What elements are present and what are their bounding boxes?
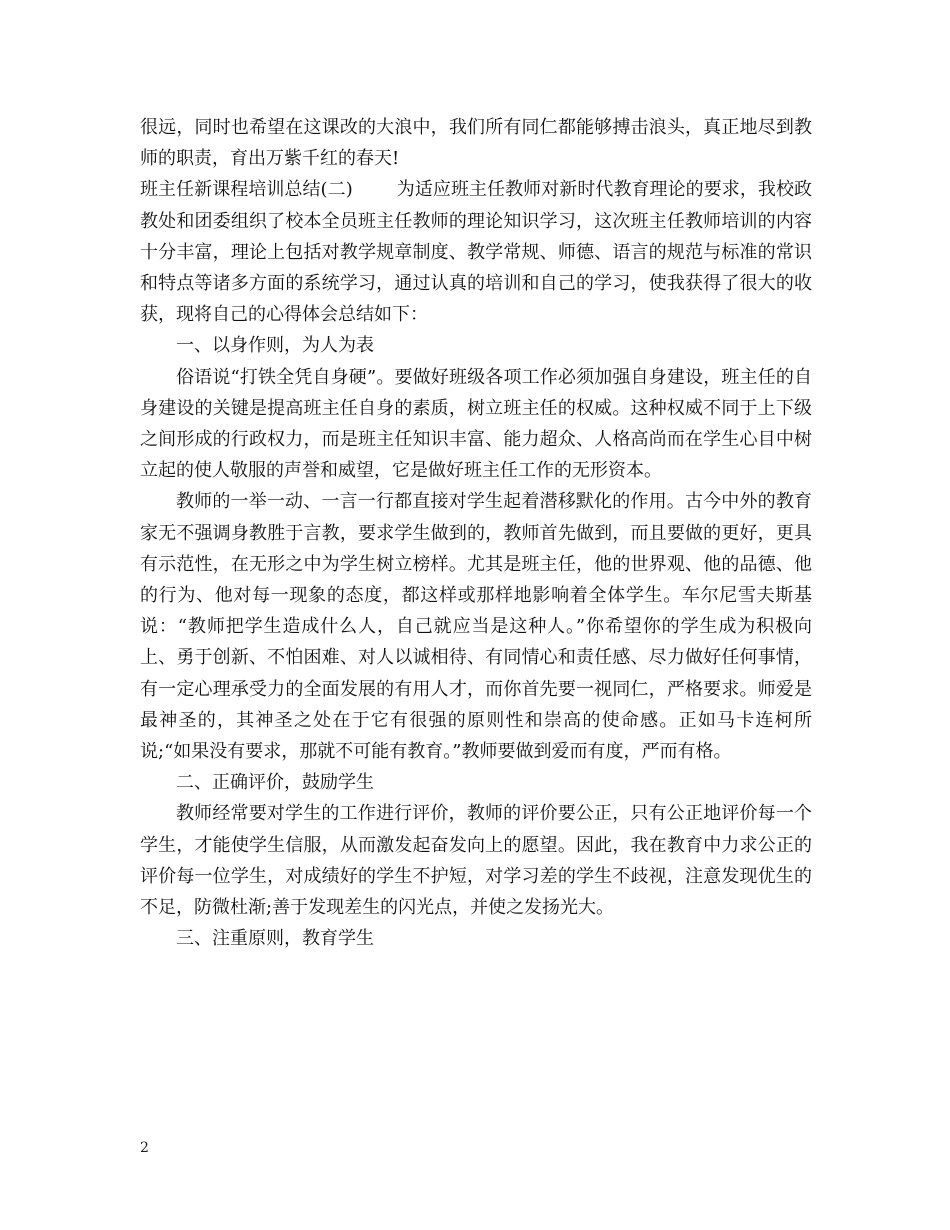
paragraph-3: 教师经常要对学生的工作进行评价，教师的评价要公正，只有公正地评价每一个学生，才能使学生信服，从而激发起奋发向上的愿望。因此，我在教育中力求公正的评价每一位学生，对成绩好的学生不护短，对学习差的学生不歧视，注意发现优生的不足，防微杜渐;善于发现差生的闪光点，并使之发扬光大。 — [140, 803, 812, 919]
paragraph-continuation: 很远，同时也希望在这课改的大浪中，我们所有同仁都能够搏击浪头，真正地尽到教师的职责，育出万紫千红的春天! — [140, 117, 812, 170]
section-heading: 班主任新课程培训总结(二) — [140, 179, 353, 201]
page-number: 2 — [140, 1140, 149, 1156]
paragraph-2: 教师的一举一动、一言一行都直接对学生起着潜移默化的作用。古今中外的教育家无不强调身教胜于言教，要求学生做到的，教师首先做到，而且要做的更好，更具有示范性，在无形之中为学生树立榜样。尤其是班主任，他的世界观、他的品德、他的行为、他对每一现象的态度，都这样或那样地影响着全体学生。车尔尼雪夫斯基说：“教师把学生造成什么人，自己就应当是这种人。”你希望你的学生成为积极向上、勇于创新、不怕困难、对人以诚相待、有同情心和责任感、尽力做好任何事情，有一定心理承受力的全面发展的有用人才，而你首先要一视同仁，严格要求。师爱是最神圣的，其神圣之处在于它有很强的原则性和崇高的使命感。正如马卡连柯所说;“如果没有要求，那就不可能有教育。”教师要做到爱而有度，严而有格。 — [140, 491, 812, 763]
paragraph-1: 俗语说“打铁全凭自身硬”。要做好班级各项工作必须加强自身建设，班主任的自身建设的关键是提高班主任自身的素质，树立班主任的权威。这种权威不同于上下级之间形成的行政权力，而是班主任知识丰富、能力超众、人格高尚而在学生心目中树立起的使人敬服的声誉和威望，它是做好班主任工作的无形资本。 — [140, 366, 812, 482]
heading-3: 三、注重原则，教育学生 — [176, 928, 374, 950]
heading-2: 二、正确评价，鼓励学生 — [176, 772, 374, 794]
paragraph-intro — [140, 174, 812, 330]
intro-text: 为适应班主任教师对新时代教育理论的要求，我校政教处和团委组织了校本全员班主任教师的理论知识学习，这次班主任教师培训的内容十分丰富，理论上包括对教学规章制度、教学常规、师德、语言的规范与标准的常识和特点等诸多方面的系统学习，通过认真的培训和自己的学习，使我获得了很大的收获，现将自己的心得体会总结如下： — [140, 179, 812, 326]
document-body — [140, 112, 812, 954]
heading-1: 一、以身作则，为人为表 — [176, 335, 374, 357]
